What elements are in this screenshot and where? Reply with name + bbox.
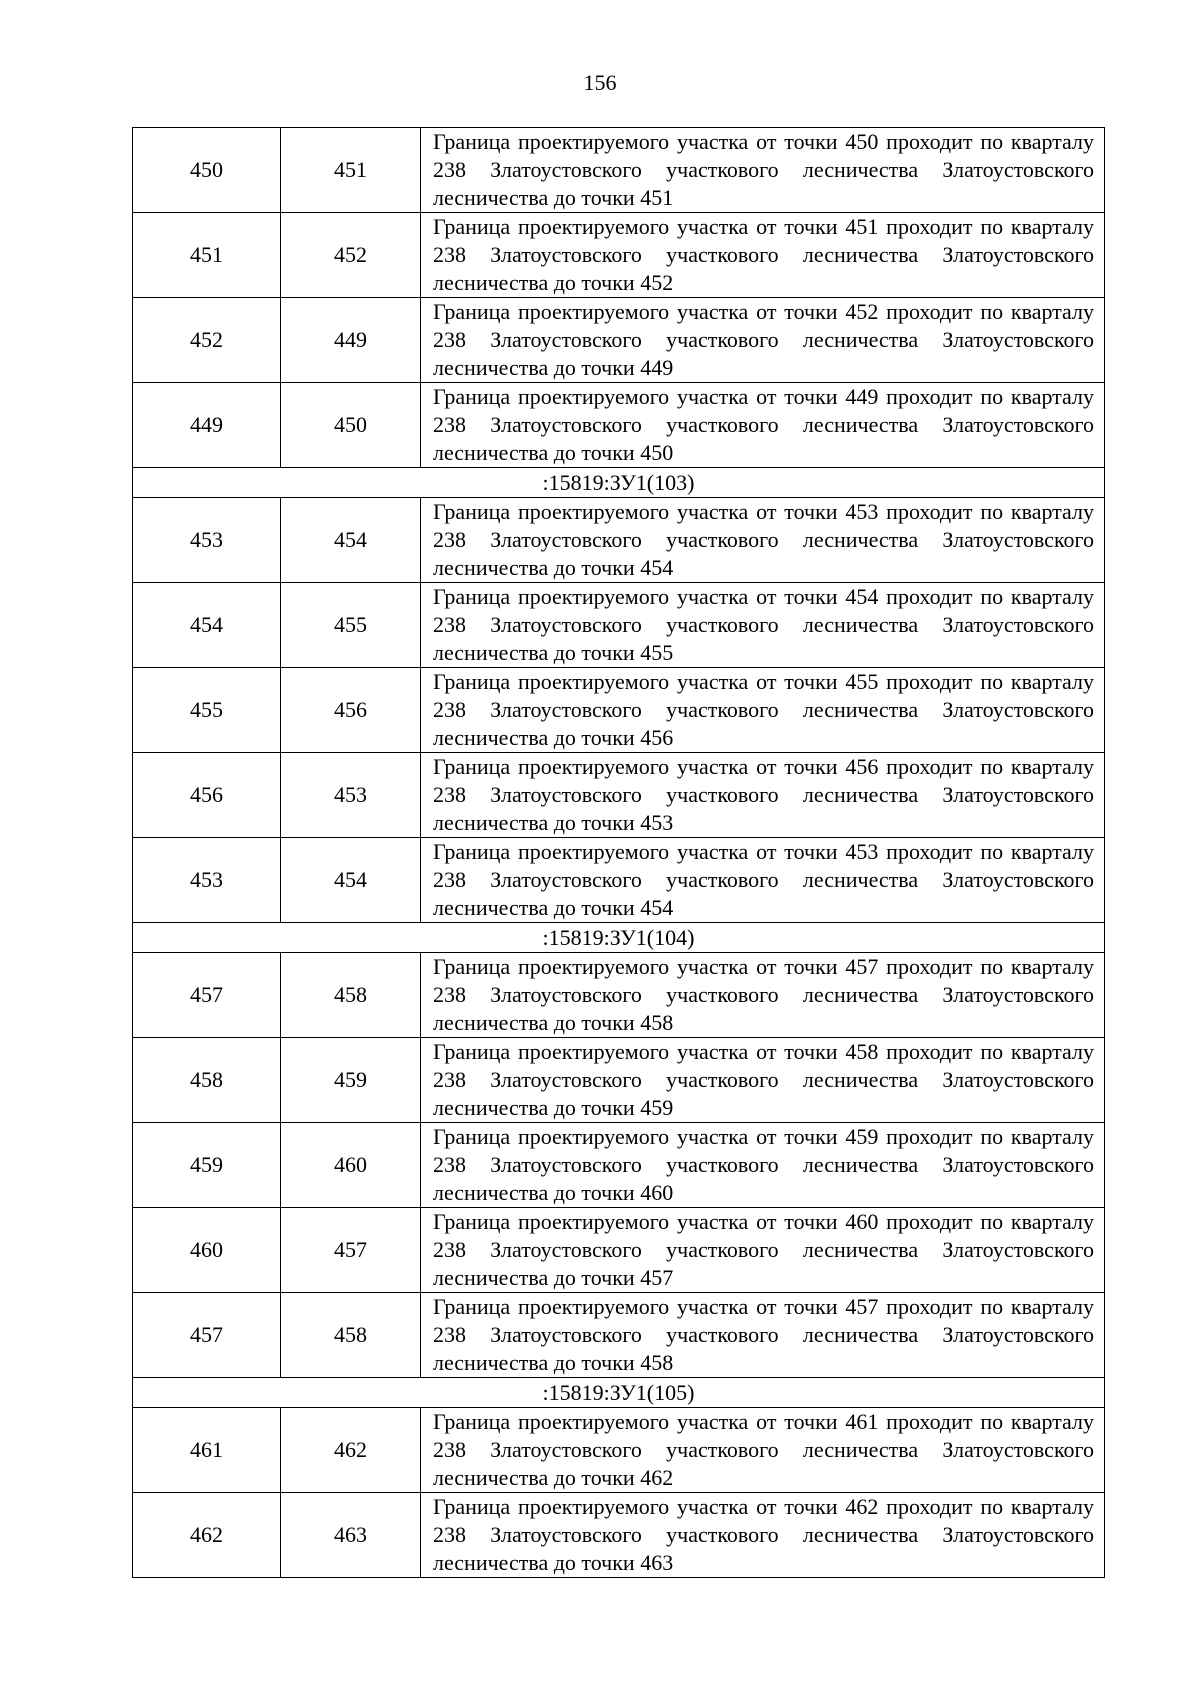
to-point-cell: 454 xyxy=(281,838,421,923)
from-point-cell: 453 xyxy=(133,498,281,583)
from-point-cell: 457 xyxy=(133,953,281,1038)
description-cell: Граница проектируемого участка от точки 450 проходит по кварталу 238 Златоустовского участкового лесничества Златоустовского лесничества до точки 451 xyxy=(421,128,1105,213)
from-point-cell: 455 xyxy=(133,668,281,753)
to-point-cell: 453 xyxy=(281,753,421,838)
from-point-cell: 462 xyxy=(133,1493,281,1578)
description-cell: Граница проектируемого участка от точки 454 проходит по кварталу 238 Златоустовского участкового лесничества Златоустовского лесничества до точки 455 xyxy=(421,583,1105,668)
from-point-cell: 456 xyxy=(133,753,281,838)
section-header-row xyxy=(133,468,1105,498)
to-point-cell: 462 xyxy=(281,1408,421,1493)
table-row xyxy=(133,1408,1105,1493)
to-point-cell: 463 xyxy=(281,1493,421,1578)
table-row xyxy=(133,1293,1105,1378)
from-point-cell: 453 xyxy=(133,838,281,923)
table-row xyxy=(133,383,1105,468)
table-row xyxy=(133,583,1105,668)
table-row xyxy=(133,838,1105,923)
to-point-cell: 450 xyxy=(281,383,421,468)
to-point-cell: 458 xyxy=(281,1293,421,1378)
table-body xyxy=(133,128,1105,1578)
to-point-cell: 457 xyxy=(281,1208,421,1293)
table-row xyxy=(133,213,1105,298)
to-point-cell: 460 xyxy=(281,1123,421,1208)
table-row xyxy=(133,1123,1105,1208)
description-cell: Граница проектируемого участка от точки 451 проходит по кварталу 238 Златоустовского участкового лесничества Златоустовского лесничества до точки 452 xyxy=(421,213,1105,298)
to-point-cell: 456 xyxy=(281,668,421,753)
from-point-cell: 452 xyxy=(133,298,281,383)
description-cell: Граница проектируемого участка от точки 453 проходит по кварталу 238 Златоустовского участкового лесничества Златоустовского лесничества до точки 454 xyxy=(421,838,1105,923)
from-point-cell: 450 xyxy=(133,128,281,213)
from-point-cell: 459 xyxy=(133,1123,281,1208)
description-cell: Граница проектируемого участка от точки 459 проходит по кварталу 238 Златоустовского участкового лесничества Златоустовского лесничества до точки 460 xyxy=(421,1123,1105,1208)
section-label: :15819:ЗУ1(105) xyxy=(133,1378,1105,1408)
description-cell: Граница проектируемого участка от точки 456 проходит по кварталу 238 Златоустовского участкового лесничества Златоустовского лесничества до точки 453 xyxy=(421,753,1105,838)
table-row xyxy=(133,1493,1105,1578)
description-cell: Граница проектируемого участка от точки 460 проходит по кварталу 238 Златоустовского участкового лесничества Златоустовского лесничества до точки 457 xyxy=(421,1208,1105,1293)
to-point-cell: 452 xyxy=(281,213,421,298)
from-point-cell: 458 xyxy=(133,1038,281,1123)
boundary-table xyxy=(132,127,1105,1578)
description-cell: Граница проектируемого участка от точки 462 проходит по кварталу 238 Златоустовского участкового лесничества Златоустовского лесничества до точки 463 xyxy=(421,1493,1105,1578)
section-label: :15819:ЗУ1(104) xyxy=(133,923,1105,953)
description-cell: Граница проектируемого участка от точки 449 проходит по кварталу 238 Златоустовского участкового лесничества Златоустовского лесничества до точки 450 xyxy=(421,383,1105,468)
table-row xyxy=(133,753,1105,838)
section-label: :15819:ЗУ1(103) xyxy=(133,468,1105,498)
table-row xyxy=(133,498,1105,583)
from-point-cell: 461 xyxy=(133,1408,281,1493)
table-row xyxy=(133,1038,1105,1123)
table-row xyxy=(133,298,1105,383)
from-point-cell: 449 xyxy=(133,383,281,468)
description-cell: Граница проектируемого участка от точки 455 проходит по кварталу 238 Златоустовского участкового лесничества Златоустовского лесничества до точки 456 xyxy=(421,668,1105,753)
to-point-cell: 455 xyxy=(281,583,421,668)
from-point-cell: 451 xyxy=(133,213,281,298)
description-cell: Граница проектируемого участка от точки 453 проходит по кварталу 238 Златоустовского участкового лесничества Златоустовского лесничества до точки 454 xyxy=(421,498,1105,583)
section-header-row xyxy=(133,1378,1105,1408)
from-point-cell: 457 xyxy=(133,1293,281,1378)
description-cell: Граница проектируемого участка от точки 457 проходит по кварталу 238 Златоустовского участкового лесничества Златоустовского лесничества до точки 458 xyxy=(421,953,1105,1038)
to-point-cell: 451 xyxy=(281,128,421,213)
description-cell: Граница проектируемого участка от точки 452 проходит по кварталу 238 Златоустовского участкового лесничества Златоустовского лесничества до точки 449 xyxy=(421,298,1105,383)
table-row xyxy=(133,953,1105,1038)
description-cell: Граница проектируемого участка от точки 458 проходит по кварталу 238 Златоустовского участкового лесничества Златоустовского лесничества до точки 459 xyxy=(421,1038,1105,1123)
to-point-cell: 454 xyxy=(281,498,421,583)
table-row xyxy=(133,668,1105,753)
from-point-cell: 460 xyxy=(133,1208,281,1293)
from-point-cell: 454 xyxy=(133,583,281,668)
to-point-cell: 449 xyxy=(281,298,421,383)
to-point-cell: 458 xyxy=(281,953,421,1038)
table-row xyxy=(133,128,1105,213)
to-point-cell: 459 xyxy=(281,1038,421,1123)
description-cell: Граница проектируемого участка от точки 457 проходит по кварталу 238 Златоустовского участкового лесничества Златоустовского лесничества до точки 458 xyxy=(421,1293,1105,1378)
section-header-row xyxy=(133,923,1105,953)
page-number: 156 xyxy=(583,70,617,95)
table-row xyxy=(133,1208,1105,1293)
description-cell: Граница проектируемого участка от точки 461 проходит по кварталу 238 Златоустовского участкового лесничества Златоустовского лесничества до точки 462 xyxy=(421,1408,1105,1493)
